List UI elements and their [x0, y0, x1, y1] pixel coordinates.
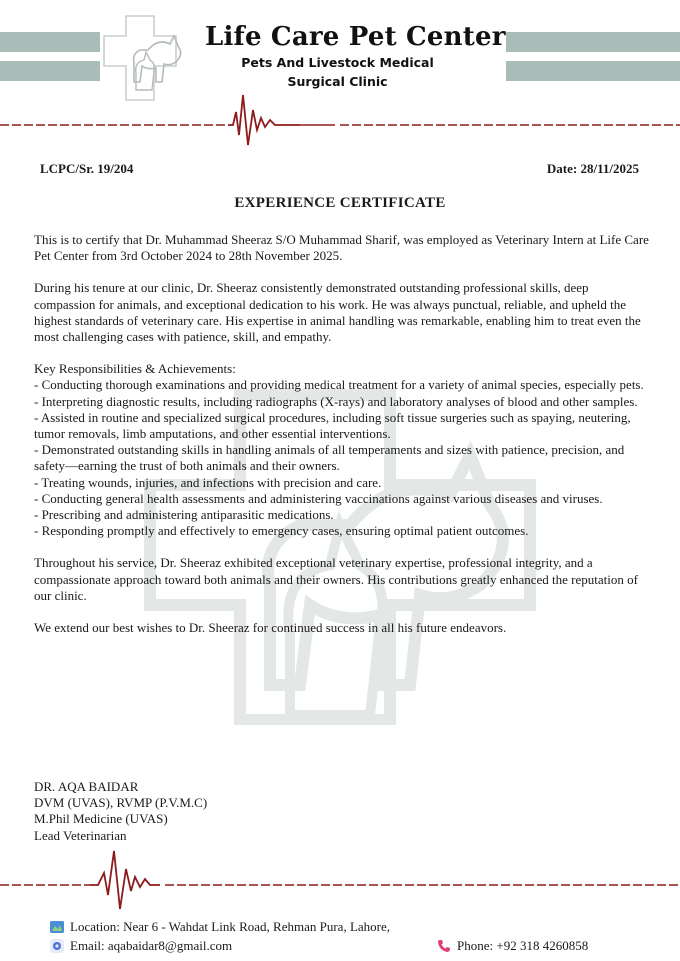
header-ecg-divider [0, 90, 680, 150]
responsibilities-heading: Key Responsibilities & Achievements: [34, 361, 236, 377]
certificate-body [34, 232, 652, 652]
service-paragraph: Throughout his service, Dr. Sheeraz exhibited exceptional veterinary expertise, professional integrity, and a compassionate approach toward both animals and their owners. His contributions greatly enhanced the reputation of our clinic. [34, 555, 638, 603]
signature-block [34, 779, 207, 844]
closing-paragraph: We extend our best wishes to Dr. Sheeraz for continued success in all his future endeavors. [34, 620, 507, 636]
list-item: - Prescribing and administering antiparasitic medications. [34, 507, 334, 523]
footer-email [50, 938, 232, 954]
org-subtitle-2: Surgical Clinic [287, 74, 388, 89]
signatory-qualification-1: DVM (UVAS), RVMP (P.V.M.C) [34, 795, 208, 811]
footer-ecg-divider [0, 845, 680, 915]
signatory-name: DR. AQA BAIDAR [34, 779, 139, 794]
intro-paragraph: This is to certify that Dr. Muhammad Sheeraz S/O Muhammad Sharif, was employed as Veterinary Intern at Life Care Pet Center from 3rd October 2024 to 28th November 2025. [34, 232, 649, 264]
footer-phone [437, 938, 588, 954]
header-band-right-bottom [506, 61, 680, 81]
issue-date: Date: 28/11/2025 [546, 161, 639, 176]
email-text[interactable]: Email: aqabaidar8@gmail.com [70, 938, 233, 953]
list-item: - Conducting thorough examinations and providing medical treatment for a variety of animal species, especially pets. [34, 377, 644, 393]
location-text: Location: Near 6 - Wahdat Link Road, Rehman Pura, Lahore, [70, 919, 391, 934]
list-item: - Treating wounds, injuries, and infections with precision and care. [34, 474, 382, 490]
reference-number: LCPC/Sr. 19/204 [40, 161, 134, 176]
responsibilities-list [34, 361, 652, 539]
list-item: - Conducting general health assessments and administering vaccinations against various diseases and viruses. [34, 490, 603, 506]
list-item: - Responding promptly and effectively to emergency cases, ensuring optimal patient outcomes. [34, 523, 529, 539]
footer-location [50, 919, 390, 935]
email-icon [50, 939, 64, 953]
header-band-left-top [0, 32, 100, 52]
map-icon [50, 920, 64, 934]
tenure-paragraph: During his tenure at our clinic, Dr. Sheeraz consistently demonstrated outstanding professional skills, deep compassion for animals, and exceptional dedication to his work. He was always punctual, reliable, and upheld the highest standards of veterinary care. His expertise in animal handling was remarkable, enabling him to treat even the most challenging cases with patience, skill, and empathy. [34, 280, 641, 345]
org-name: Life Care Pet Center [205, 22, 506, 52]
phone-text[interactable]: Phone: +92 318 4260858 [457, 938, 589, 953]
document-title: EXPERIENCE CERTIFICATE [234, 195, 446, 211]
header-band-right-top [506, 32, 680, 52]
signatory-role: Lead Veterinarian [34, 827, 127, 843]
org-subtitle-1: Pets And Livestock Medical [241, 55, 434, 70]
list-item: - Demonstrated outstanding skills in handling animals of all temperaments and sizes with patience, precision, and safety—earning the trust of both animals and their owners. [34, 442, 625, 474]
header-band-left-bottom [0, 61, 100, 81]
signatory-qualification-2: M.Phil Medicine (UVAS) [34, 811, 168, 827]
list-item: - Assisted in routine and specialized surgical procedures, including soft tissue surgeries such as spaying, neutering, tumor removals, limb amputations, and other essential interventions. [34, 409, 631, 442]
phone-icon [437, 939, 451, 953]
list-item: - Interpreting diagnostic results, including radiographs (X-rays) and laboratory analyses of blood and other samples. [34, 393, 638, 409]
